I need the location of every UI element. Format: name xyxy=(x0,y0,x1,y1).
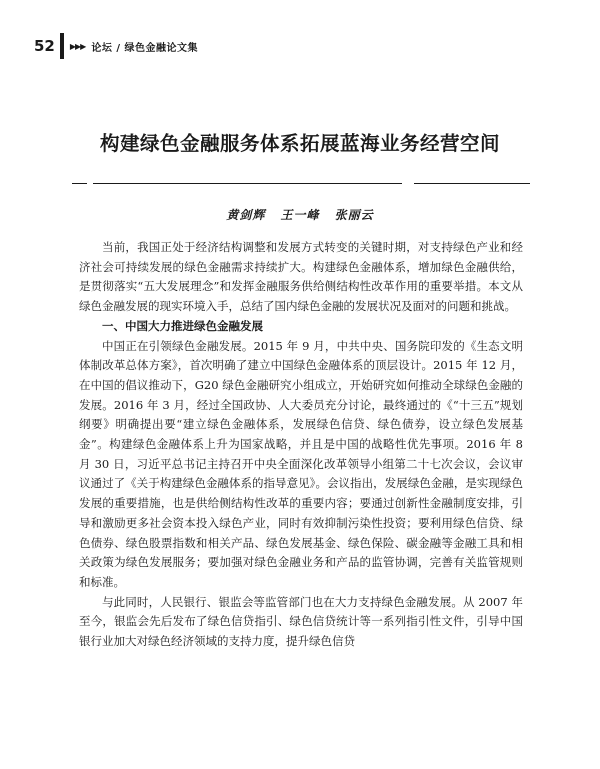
body-paragraph: 与此同时，人民银行、银监会等监管部门也在大力支持绿色金融发展。从 2007 年至今，银监会先后发布了绿色信贷指引、绿色信贷统计等一系列指引性文件，引导中国银行业加大对绿色经济领域的支持力度，提升绿色信贷 xyxy=(79,594,523,649)
article-title: 构建绿色金融服务体系拓展蓝海业务经营空间 xyxy=(99,132,500,155)
series-title: 论坛 / 绿色金融论文集 xyxy=(91,42,198,54)
title-divider xyxy=(72,183,530,184)
article-body xyxy=(79,238,523,652)
body-paragraph: 中国正在引领绿色金融发展。2015 年 9 月，中共中央、国务院印发的《生态文明体制改革总体方案》，首次明确了建立中国绿色金融体系的顶层设计。2015 年 12 月，在中国的倡议推动下，G20 绿色金融研究小组成立，开始研究如何推动全球绿色金融的发展。2016 年 3 月，经过全国政协、人大委员充分讨论，最终通过的《“十三五”规划纲要》明确提出要“建立绿色金融体系，发展绿色信贷、绿色债券，设立绿色发展基金”。构建绿色金融体系上升为国家战略，并且是中国的战略性优先事项。2016 年 8 月 30 日，习近平总书记主持召开中央全面深化改革领导小组第二十七次会议，会议审议通过了《关于构建绿色金融体系的指导意见》。会议指出，发展绿色金融，是实现绿色发展的重要措施，也是供给侧结构性改革的重要内容；要通过创新性金融制度安排，引导和激励更多社会资本投入绿色产业，同时有效抑制污染性投资；要利用绿色信贷、绿色债券、绿色股票指数和相关产品、绿色发展基金、绿色保险、碳金融等金融工具和相关政策为绿色发展服务；要加强对绿色金融业务和产品的监管协调，完善有关监管规则和标准。 xyxy=(79,338,523,589)
section-heading: 一、中国大力推进绿色金融发展 xyxy=(102,318,263,333)
arrow-marker-icon: ▶▶▶ xyxy=(69,41,86,51)
running-header xyxy=(34,34,198,58)
header-vertical-rule xyxy=(60,33,64,59)
page-number: 52 xyxy=(34,37,55,55)
abstract-paragraph: 当前，我国正处于经济结构调整和发展方式转变的关键时期，对支持绿色产业和经济社会可持续发展的绿色金融需求持续扩大。构建绿色金融体系，增加绿色金融供给，是贯彻落实“五大发展理念”和发挥金融服务供给侧结构性改革作用的重要举措。本文从绿色金融发展的现实环境入手，总结了国内绿色金融的发展状况及面对的问题和挑战。 xyxy=(79,240,523,314)
authors: 黄剑辉 王一峰 张丽云 xyxy=(226,208,374,222)
